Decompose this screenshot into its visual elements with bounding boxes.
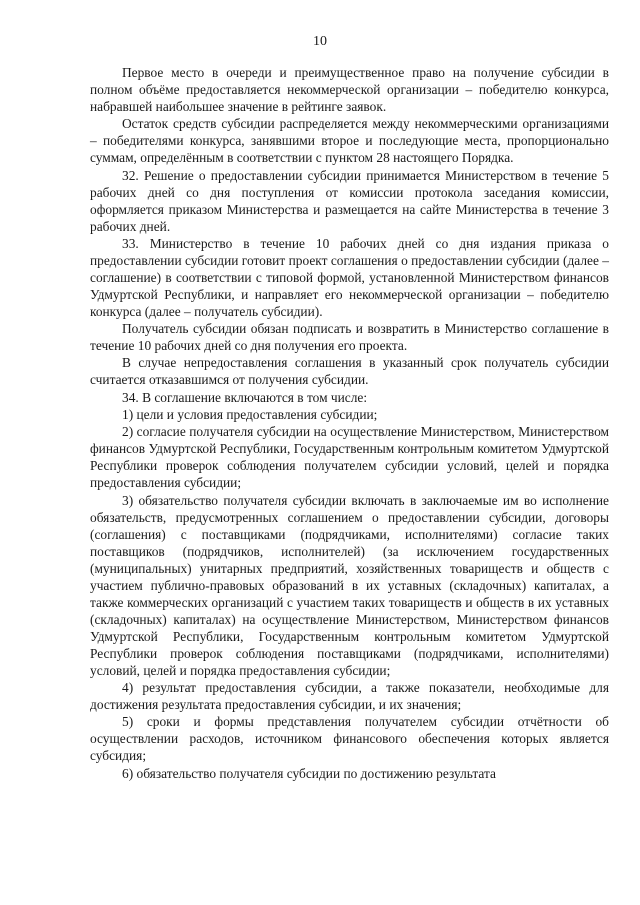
paragraph-non-submission: В случае непредоставления соглашения в указанный срок получатель субсидии считается отказавшимся от получения субсидии. (90, 355, 609, 388)
page-number: 10 (313, 34, 327, 49)
paragraph-sign-agreement: Получатель субсидии обязан подписать и возвратить в Министерство соглашение в течение 10 рабочих дней со дня получения его проекта. (90, 321, 609, 354)
list-item-6: 6) обязательство получателя субсидии по достижению результата (122, 765, 496, 781)
paragraph-first-place: Первое место в очереди и преимущественное право на получение субсидии в полном объёме предоставляется некоммерческой организации – победителю конкурса, набравшей наибольшее значение в рейтинге заявок. (90, 65, 609, 114)
paragraph-remaining-funds: Остаток средств субсидии распределяется между некоммерческими организациями – победителями конкурса, занявшими второе и последующие места, пропорционально суммам, определённым в соответствии с пунктом 28 настоящего Порядка. (90, 116, 609, 166)
paragraph-clause-34: 34. В соглашение включаются в том числе: (122, 389, 368, 405)
list-item-4: 4) результат предоставления субсидии, а также показатели, необходимые для достижения результата предоставления субсидии, и их значения; (90, 679, 609, 712)
paragraph-clause-33: 33. Министерство в течение 10 рабочих дней со дня издания приказа о предоставлении субсидии готовит проект соглашения о предоставлении субсидии (далее – соглашение) в соответствии с типовой формой, установленной Министерством финансов Удмуртской Республики, и направляет его некоммерческой организации – победителю конкурса (далее – получатель субсидии). (90, 235, 609, 319)
document-body (90, 64, 609, 782)
list-item-3: 3) обязательство получателя субсидии включать в заключаемые им во исполнение обязательств, предусмотренных соглашением о предоставлении субсидии, договоры (соглашения) с поставщиками (подрядчиками, исполнителями) согласие таких поставщиков (подрядчиков, исполнителей) (за исключением государственных (муниципальных) унитарных предприятий, хозяйственных товариществ и обществ с участием публично-правовых образований в их уставных (складочных) капиталах, а также коммерческих организаций с участием таких товариществ и обществ в их уставных (складочных) капиталах) на осуществление Министерством, Министерством финансов Удмуртской Республики, Государственным контрольным комитетом Удмуртской Республики проверок соблюдения поставщиками (подрядчиками, исполнителями) условий, целей и порядка предоставления субсидии; (90, 492, 609, 678)
paragraph-clause-32: 32. Решение о предоставлении субсидии принимается Министерством в течение 5 рабочих дней со дня поступления от комиссии протокола заседания комиссии, оформляется приказом Министерства и размещается на сайте Министерства в течение 3 рабочих дней. (90, 167, 609, 234)
list-item-1: 1) цели и условия предоставления субсидии; (122, 407, 378, 423)
list-item-2: 2) согласие получателя субсидии на осуществление Министерством, Министерством финансов Удмуртской Республики, Государственным контрольным комитетом Удмуртской Республики проверок соблюдения получателем субсидии условий, целей и порядка предоставления субсидии; (90, 424, 609, 491)
list-item-5: 5) сроки и формы представления получателем субсидии отчётности об осуществлении расходов, источником финансового обеспечения которых является субсидия; (90, 714, 609, 764)
